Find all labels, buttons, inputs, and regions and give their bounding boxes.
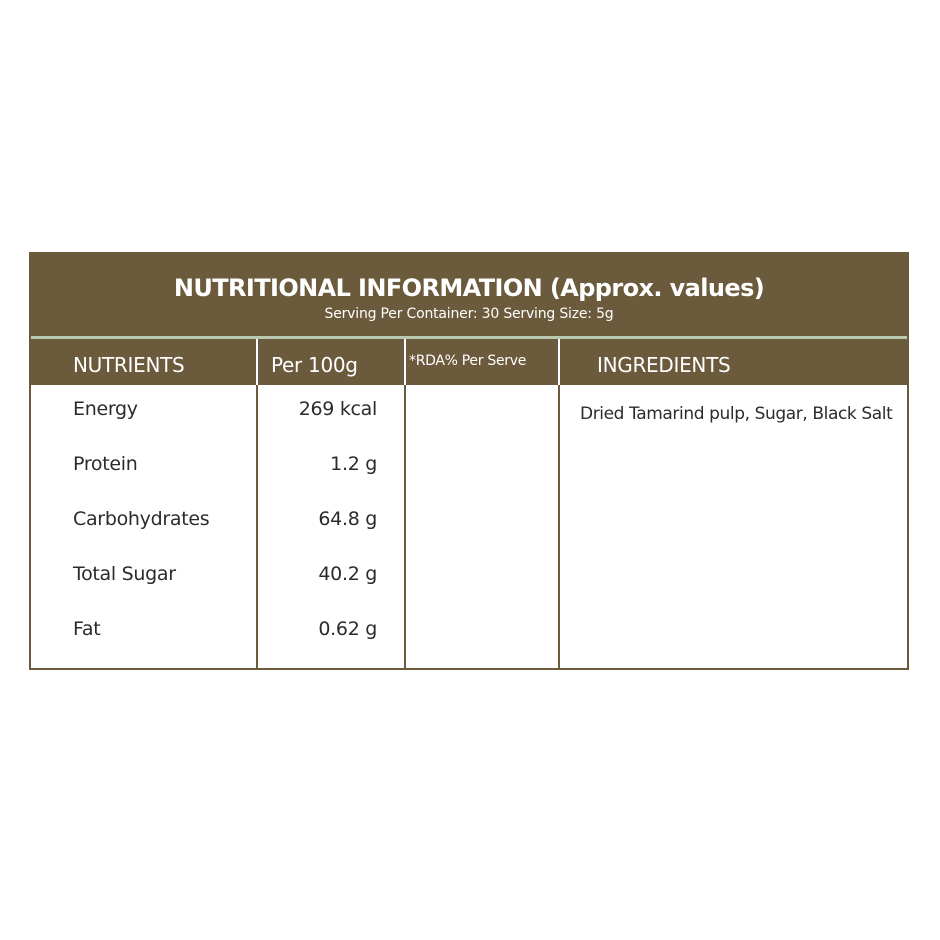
table-row bbox=[31, 453, 907, 483]
nutrient-name: Carbohydrates bbox=[73, 508, 210, 530]
nutrient-name: Total Sugar bbox=[73, 563, 176, 585]
nutrient-value: 64.8 g bbox=[318, 508, 377, 530]
table-row bbox=[31, 563, 907, 593]
column-header-row bbox=[31, 339, 907, 385]
nutrient-name: Energy bbox=[73, 398, 138, 420]
header-ingredients: INGREDIENTS bbox=[597, 353, 731, 377]
nutrient-name: Fat bbox=[73, 618, 101, 640]
table-row bbox=[31, 508, 907, 538]
table-title: NUTRITIONAL INFORMATION (Approx. values) bbox=[173, 274, 765, 302]
title-band bbox=[31, 254, 907, 336]
nutrient-value: 40.2 g bbox=[318, 563, 377, 585]
nutrient-name: Protein bbox=[73, 453, 138, 475]
header-divider bbox=[256, 339, 258, 385]
header-divider bbox=[558, 339, 560, 385]
nutrition-panel bbox=[29, 252, 909, 670]
nutrient-value: 1.2 g bbox=[330, 453, 377, 475]
nutrient-value: 0.62 g bbox=[318, 618, 377, 640]
header-rda: *RDA% Per Serve bbox=[409, 353, 527, 369]
table-row bbox=[31, 618, 907, 648]
header-nutrients: NUTRIENTS bbox=[73, 353, 185, 377]
header-divider bbox=[404, 339, 406, 385]
nutrient-value: 269 kcal bbox=[298, 398, 377, 420]
serving-info: Serving Per Container: 30 Serving Size: 5g bbox=[324, 306, 614, 322]
header-per-100g: Per 100g bbox=[271, 353, 358, 377]
ingredients-list: Dried Tamarind pulp, Sugar, Black Salt bbox=[580, 404, 893, 424]
